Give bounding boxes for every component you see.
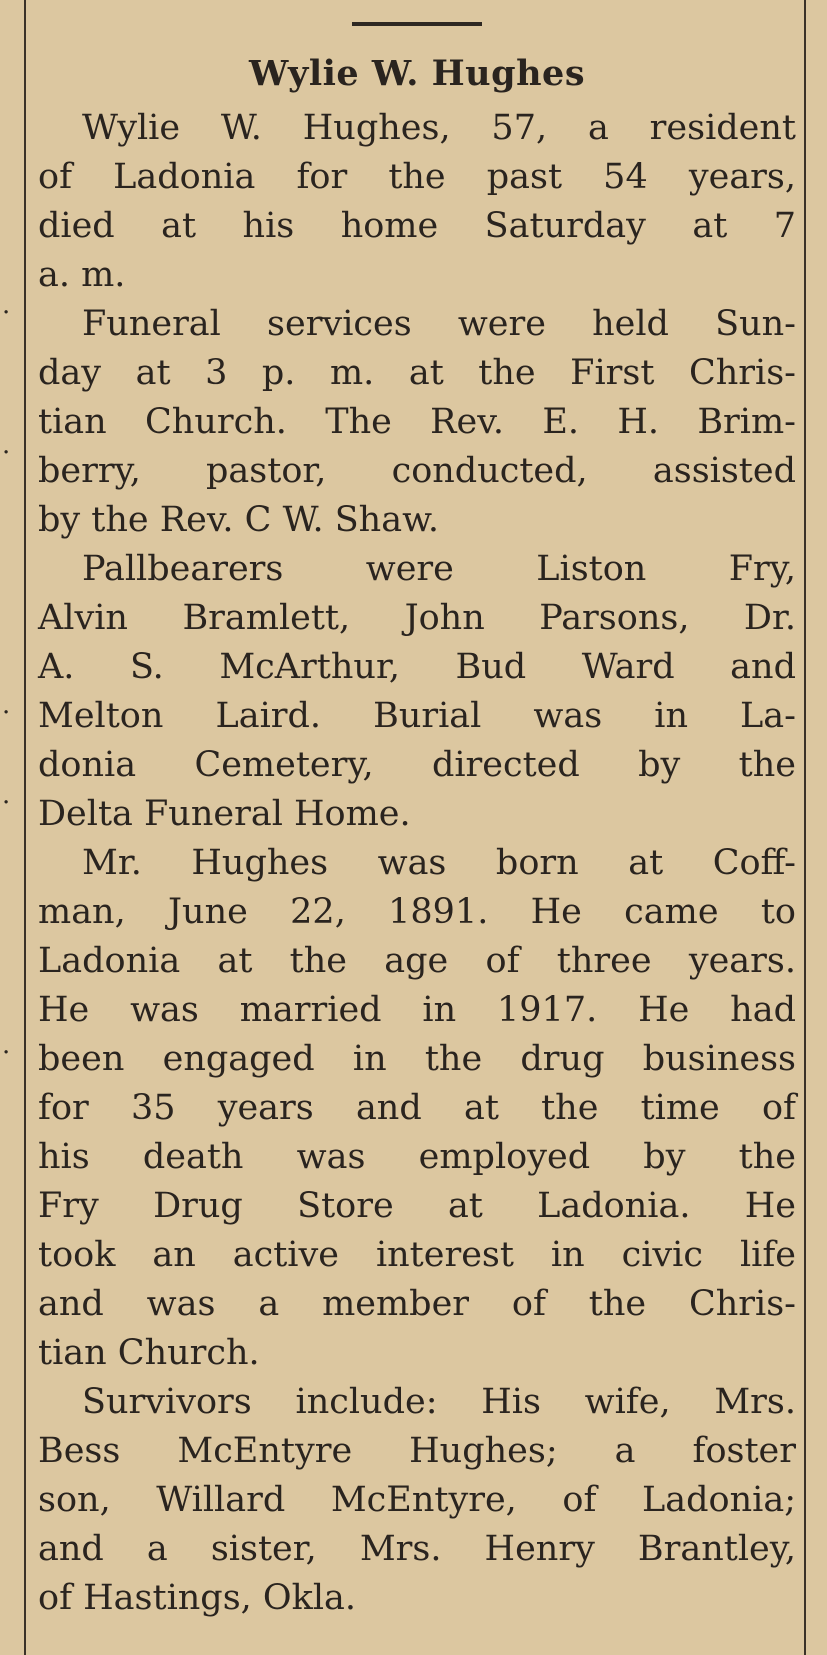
text-line: of Ladonia for the past 54 years,	[38, 157, 796, 197]
column-rule-right	[804, 0, 806, 1655]
text-line: Funeral services were held Sun-	[82, 304, 796, 344]
text-line: Delta Funeral Home.	[38, 794, 411, 834]
text-line: Survivors include: His wife, Mrs.	[82, 1382, 796, 1422]
edge-speck: ·	[2, 438, 11, 468]
text-line: A. S. McArthur, Bud Ward and	[38, 647, 796, 687]
obituary-article	[38, 44, 796, 1623]
edge-speck: ·	[2, 298, 11, 328]
paragraph-intro	[38, 104, 796, 300]
headline: Wylie W. Hughes	[248, 53, 586, 94]
text-line: Fry Drug Store at Ladonia. He	[38, 1186, 796, 1226]
paragraph-pallbearers	[38, 545, 796, 839]
text-line: tian Church.	[38, 1333, 260, 1373]
column-rule-left	[24, 0, 26, 1655]
text-line: took an active interest in civic life	[38, 1235, 796, 1275]
paragraph-funeral	[38, 300, 796, 545]
text-line: by the Rev. C W. Shaw.	[38, 500, 440, 540]
text-line: been engaged in the drug business	[38, 1039, 796, 1079]
headline-rule	[352, 22, 482, 26]
text-line: donia Cemetery, directed by the	[38, 745, 796, 785]
text-line: and was a member of the Chris-	[38, 1284, 796, 1324]
text-line: man, June 22, 1891. He came to	[38, 892, 796, 932]
adjacent-column-right-edge	[810, 0, 827, 1655]
text-line: son, Willard McEntyre, of Ladonia;	[38, 1480, 796, 1520]
text-line: tian Church. The Rev. E. H. Brim-	[38, 402, 796, 442]
text-line: died at his home Saturday at 7	[38, 206, 796, 246]
edge-speck: ·	[2, 788, 11, 818]
text-line: his death was employed by the	[38, 1137, 796, 1177]
paragraph-survivors	[38, 1378, 796, 1623]
text-line: for 35 years and at the time of	[38, 1088, 796, 1128]
text-line: He was married in 1917. He had	[38, 990, 796, 1030]
text-line: a. m.	[38, 255, 126, 295]
text-line: Pallbearers were Liston Fry,	[82, 549, 796, 589]
paragraph-biography	[38, 839, 796, 1378]
text-line: berry, pastor, conducted, assisted	[38, 451, 796, 491]
text-line: day at 3 p. m. at the First Chris-	[38, 353, 796, 393]
edge-speck: ·	[2, 1038, 11, 1068]
edge-speck: ·	[2, 698, 11, 728]
adjacent-column-left-edge	[0, 0, 20, 1655]
text-line: Bess McEntyre Hughes; a foster	[38, 1431, 796, 1471]
text-line: Ladonia at the age of three years.	[38, 941, 796, 981]
text-line: Wylie W. Hughes, 57, a resident	[82, 108, 796, 148]
text-line: Mr. Hughes was born at Coff-	[82, 843, 796, 883]
text-line: of Hastings, Okla.	[38, 1578, 357, 1618]
text-line: and a sister, Mrs. Henry Brantley,	[38, 1529, 796, 1569]
text-line: Melton Laird. Burial was in La-	[38, 696, 796, 736]
text-line: Alvin Bramlett, John Parsons, Dr.	[38, 598, 796, 638]
